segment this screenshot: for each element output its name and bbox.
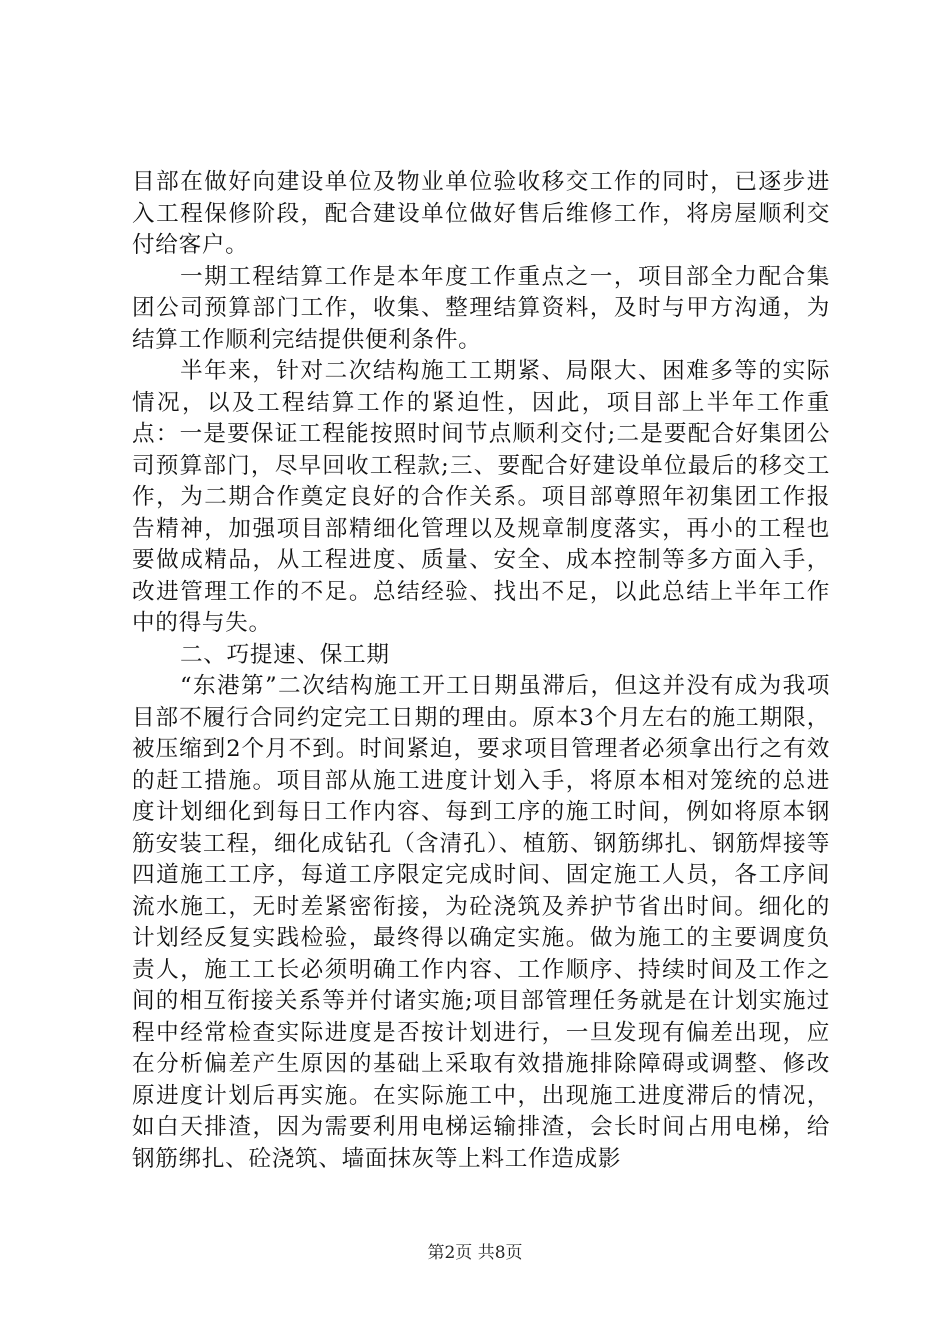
paragraph-continuation: 目部在做好向建设单位及物业单位验收移交工作的同时，已逐步进入工程保修阶段，配合建设单位做好售后维修工作，将房屋顺利交付给客户。 [132, 169, 830, 258]
paragraph-schedule-acceleration: “东港第”二次结构施工开工日期虽滞后，但这并没有成为我项目部不履行合同约定完工日期的理由。原本3个月左右的施工期限，被压缩到2个月不到。时间紧迫，要求项目管理者必须拿出行之有效的赶工措施。项目部从施工进度计划入手，将原本相对笼统的总进度计划细化到每日工作内容、每到工序的施工时间，例如将原本钢筋安装工程，细化成钻孔（含清孔）、植筋、钢筋绑扎、钢筋焊接等四道施工工序，每道工序限定完成时间、固定施工人员，各工序间流水施工，无时差紧密衔接，为砼浇筑及养护节省出时间。细化的计划经反复实践检验，最终得以确定实施。做为施工的主要调度负责人，施工工长必须明确工作内容、工作顺序、持续时间及工作之间的相互衔接关系等并付诸实施;项目部管理任务就是在计划实施过程中经常检查实际进度是否按计划进行，一旦发现有偏差出现，应在分析偏差产生原因的基础上采取有效措施排除障碍或调整、修改原进度计划后再实施。在实际施工中，出现施工进度滞后的情况，如白天排渣，因为需要利用电梯运输排渣，会长时间占用电梯，给钢筋绑扎、砼浇筑、墙面抹灰等上料工作造成影 [132, 673, 830, 1172]
document-body [132, 167, 830, 1175]
section-heading: 二、巧提速、保工期 [180, 641, 390, 668]
paragraph-half-year-summary: 半年来，针对二次结构施工工期紧、局限大、困难多等的实际情况，以及工程结算工作的紧迫性，因此，项目部上半年工作重点：一是要保证工程能按照时间节点顺利交付;二是要配合好集团公司预算部门，尽早回收工程款;三、要配合好建设单位最后的移交工作，为二期合作奠定良好的合作关系。项目部尊照年初集团工作报告精神，加强项目部精细化管理以及规章制度落实，再小的工程也要做成精品，从工程进度、质量、安全、成本控制等多方面入手，改进管理工作的不足。总结经验、找出不足，以此总结上半年工作中的得与失。 [132, 358, 830, 636]
page-number-footer: 第2页 共8页 [427, 1243, 523, 1263]
paragraph-settlement: 一期工程结算工作是本年度工作重点之一，项目部全力配合集团公司预算部门工作，收集、整理结算资料，及时与甲方沟通，为结算工作顺利完结提供便利条件。 [132, 263, 830, 353]
